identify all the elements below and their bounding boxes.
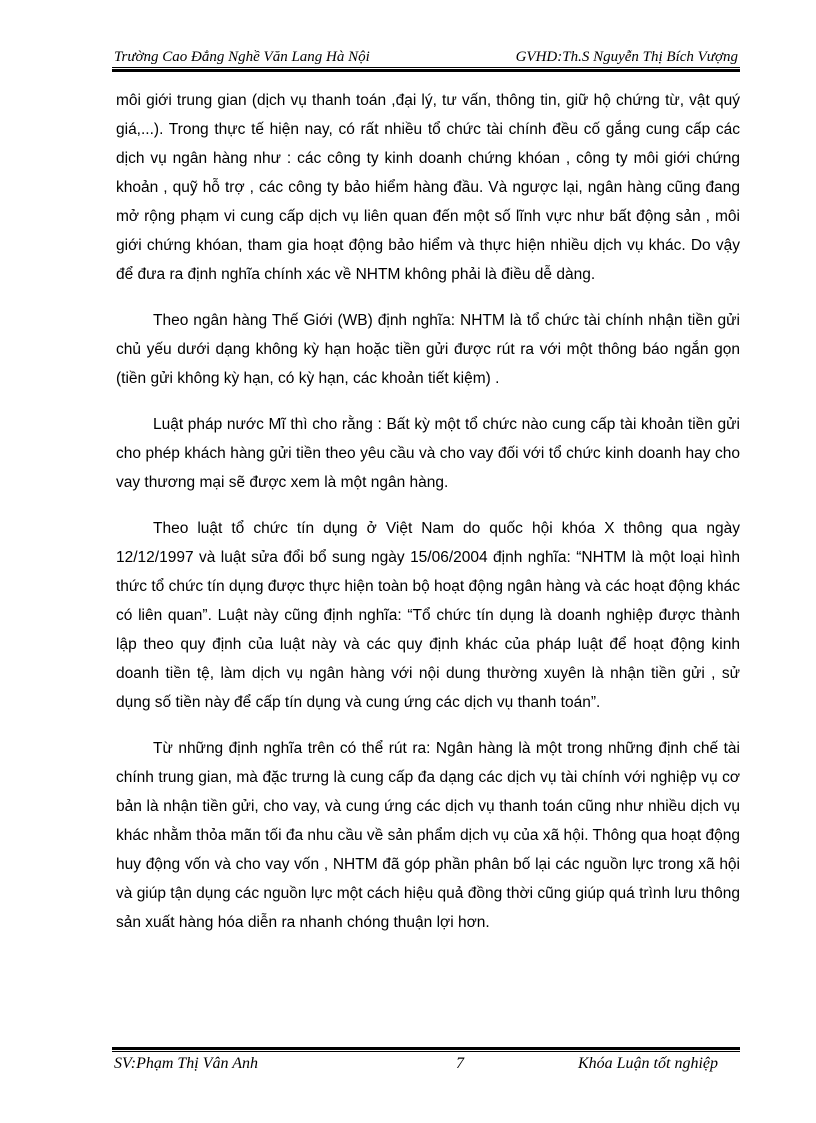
paragraph-vietnam-law-definition: Theo luật tổ chức tín dụng ở Việt Nam do quốc hội khóa X thông qua ngày 12/12/1997 và luật sửa đổi bổ sung ngày 15/06/2004 định nghĩa: “NHTM là một loại hình thức tổ chức tín dụng được thực hiện toàn bộ hoạt động ngân hàng và các hoạt động khác có liên quan”. Luật này cũng định nghĩa: “Tổ chức tín dụng là doanh nghiệp được thành lập theo quy định của luật này và các quy định khác của pháp luật để hoạt động kinh doanh tiền tệ, làm dịch vụ ngân hàng với nội dung thường xuyên là nhận tiền gửi , sử dụng số tiền này để cấp tín dụng và cung ứng các dịch vụ thanh toán”. <box>116 520 740 711</box>
header-rule-thin <box>112 67 740 68</box>
page-footer <box>112 1054 740 1074</box>
body-text <box>116 86 740 954</box>
paragraph-continuation: môi giới trung gian (dịch vụ thanh toán ,đại lý, tư vấn, thông tin, giữ hộ chứng từ, vật quý giá,...). Trong thực tế hiện nay, có rất nhiều tổ chức tài chính đều cố gắng cung cấp các dịch vụ ngân hàng như : các công ty kinh doanh chứng khóan , công ty môi giới chứng khoản , quỹ hỗ trợ , các công ty bảo hiểm hàng đầu. Và ngược lại, ngân hàng cũng đang mở rộng phạm vi cung cấp dịch vụ liên quan đến một số lĩnh vực như bất động sản , môi giới chứng khóan, tham gia hoạt động bảo hiểm và thực hiện nhiều dịch vụ khác. Do vậy để đưa ra định nghĩa chính xác về NHTM không phải là điều dễ dàng. <box>116 92 740 283</box>
footer-student-name: SV:Phạm Thị Vân Anh <box>114 1055 258 1072</box>
paragraph-us-law-definition: Luật pháp nước Mĩ thì cho rằng : Bất kỳ một tổ chức nào cung cấp tài khoản tiền gửi cho phép khách hàng gửi tiền theo yêu cầu và cho vay đối với tổ chức kinh doanh hay cho vay thương mại sẽ được xem là một ngân hàng. <box>116 416 740 491</box>
paragraph-conclusion: Từ những định nghĩa trên có thể rút ra: Ngân hàng là một trong những định chế tài chính trung gian, mà đặc trưng là cung cấp đa dạng các dịch vụ tài chính với nghiệp vụ cơ bản là nhận tiền gửi, cho vay, và cung ứng các dịch vụ thanh toán cũng như nhiều dịch vụ khác nhằm thỏa mãn tối đa nhu cầu về sản phẩm dịch vụ của xã hội. Thông qua hoạt động huy động vốn và cho vay vốn , NHTM đã góp phần phân bố lại các nguồn lực trong xã hội và giúp tận dụng các nguồn lực một cách hiệu quả đồng thời cũng giúp quá trình lưu thông sản xuất hàng hóa diễn ra nhanh chóng thuận lợi hơn. <box>116 740 740 931</box>
paragraph-wb-definition: Theo ngân hàng Thế Giới (WB) định nghĩa: NHTM là tổ chức tài chính nhận tiền gửi chủ yếu dưới dạng không kỳ hạn hoặc tiền gửi được rút ra với một thông báo ngắn gọn (tiền gửi không kỳ hạn, có kỳ hạn, các khoản tiết kiệm) . <box>116 312 740 387</box>
footer-rule-thick <box>112 1047 740 1050</box>
page-header <box>112 48 740 66</box>
page-number: 7 <box>456 1055 464 1072</box>
footer-thesis-label: Khóa Luận tốt nghiệp <box>577 1055 718 1072</box>
footer-rule-thin <box>112 1051 740 1052</box>
header-rule-thick <box>112 69 740 72</box>
header-supervisor: GVHD:Th.S Nguyễn Thị Bích Vượng <box>515 49 738 65</box>
header-school-name: Trường Cao Đẳng Nghề Văn Lang Hà Nội <box>114 49 370 65</box>
